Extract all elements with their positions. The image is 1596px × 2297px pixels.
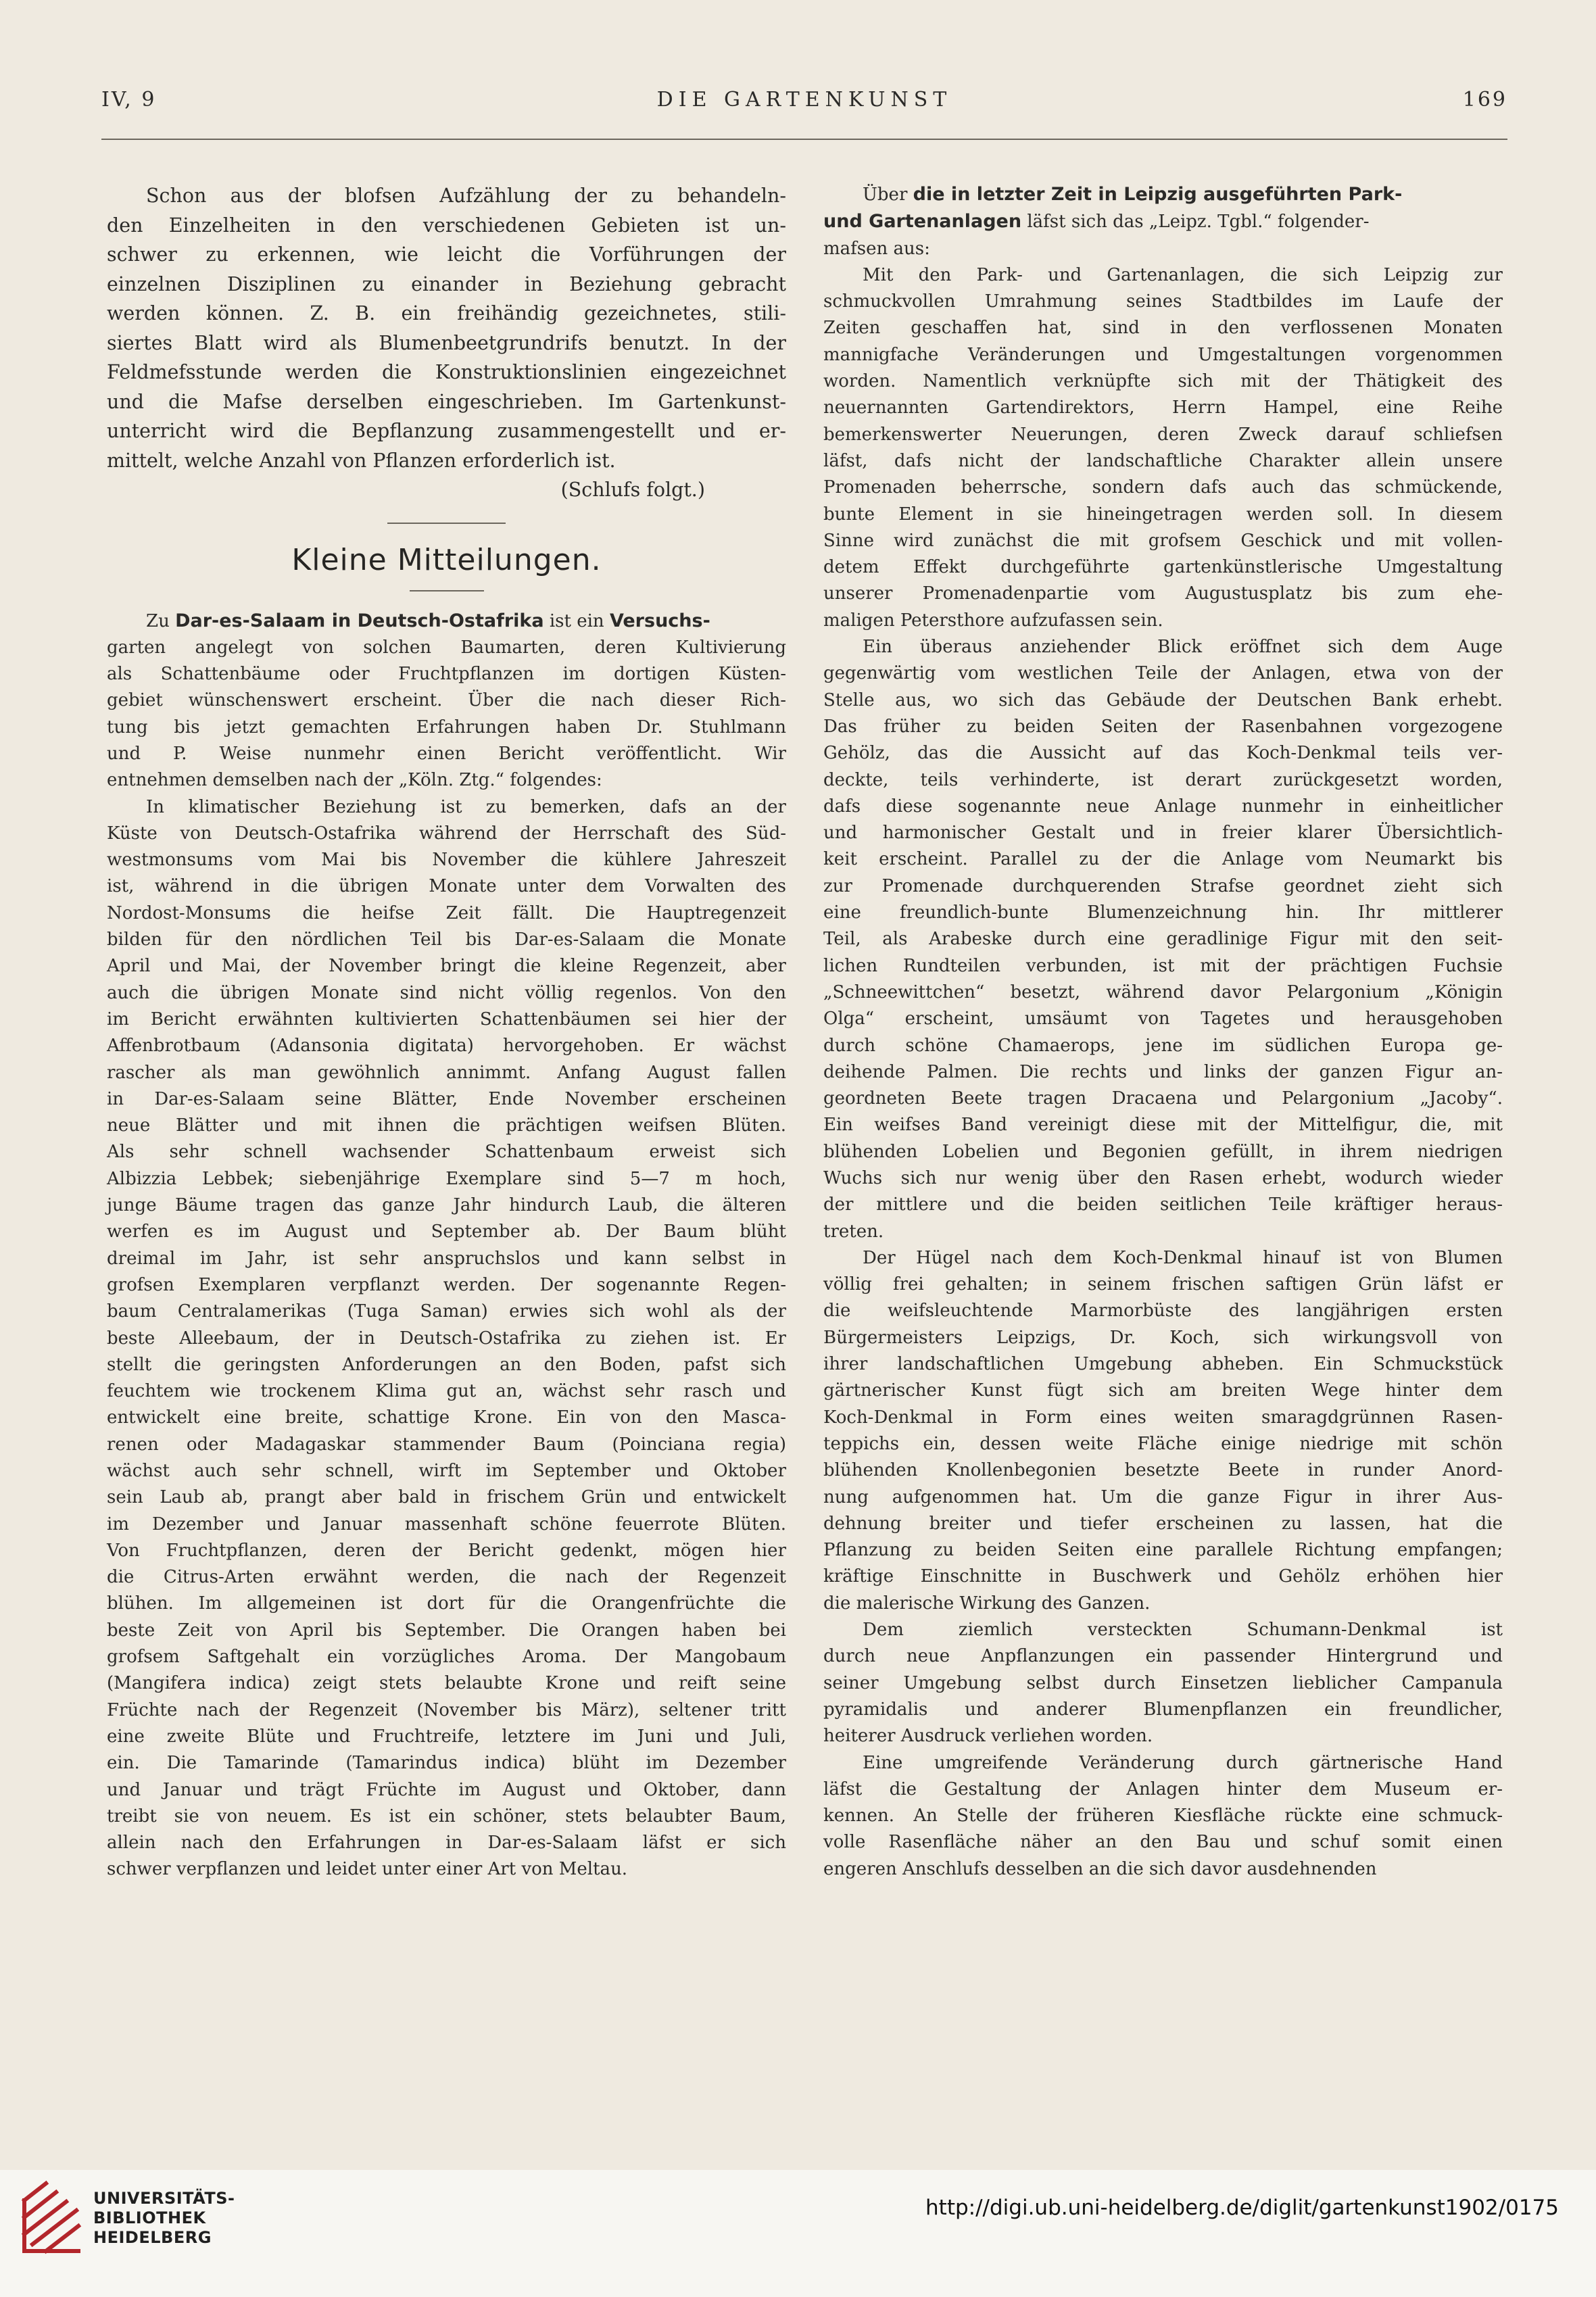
right-column [823,181,1503,1883]
text-line: werfen es im August und September ab. Der Baum blüht [107,1222,786,1242]
text-line: Der Hügel nach dem Koch-Denkmal hinauf ist von Blumen [863,1247,1503,1268]
text-line: Stelle aus, wo sich das Gebäude der Deutschen Bank erhebt. [823,690,1503,710]
text-line: Feldmefsstunde werden die Konstruktionslinien eingezeichnet [107,361,786,383]
library-line-2: BIBLIOTHEK [93,2208,206,2227]
text-line: In klimatischer Beziehung ist zu bemerken, dafs an der [146,796,786,817]
text-line: eine zweite Blüte und Fruchtreife, letztere im Juni und Juli, [107,1726,786,1747]
text-line: Als sehr schnell wachsender Schattenbaum erweist sich [107,1142,786,1163]
text-line: ihrer landschaftlichen Umgebung abheben. Ein Schmuckstück [823,1354,1503,1375]
text-line: Zeiten geschaffen hat, sind in den verflossenen Monaten [823,318,1503,339]
text-line: bilden für den nördlichen Teil bis Dar-es-Salaam die Monate [107,929,786,950]
library-line-3: HEIDELBERG [93,2228,212,2247]
text-line: dafs diese sogenannte neue Anlage nunmehr in einheitlicher [823,796,1503,817]
source-url-link[interactable]: http://digi.ub.uni-heidelberg.de/diglit/gartenkunst1902/0175 [925,2196,1559,2220]
text-line: durch schöne Chamaerops, jene im südlichen Europa ge- [823,1035,1503,1056]
text-line: den Einzelheiten in den verschiedenen Gebieten ist un- [107,214,786,237]
text-line: im Dezember und Januar massenhaft schöne feuerrote Blüten. [107,1514,786,1534]
header-rule [101,139,1507,140]
text-line: heiterer Ausdruck verliehen worden. [823,1726,1153,1747]
text-line: deckte, teils verhinderte, ist derart zurückgesetzt worden, [823,769,1503,790]
text-line: Bürgermeisters Leipzigs, Dr. Koch, sich wirkungsvoll von [823,1327,1503,1348]
text-line: baum Centralamerikas (Tuga Saman) erwies sich wohl als der [107,1301,786,1322]
text-line: lichen Rundteilen verbunden, ist mit der prächtigen Fuchsie [823,955,1503,976]
text-line: treten. [823,1221,884,1242]
intro-paragraph [107,181,786,475]
text-line: „Schneewittchen“ besetzt, während davor Pelargonium „Königin [823,982,1503,1002]
p3-body [823,634,1503,1245]
text-line: entwickelt eine breite, schattige Krone. Ein von den Masca- [107,1407,786,1428]
text-line: engeren Anschlufs desselben an die sich davor ausdehnenden [823,1858,1377,1879]
text-line: ist, während in die übrigen Monate unter dem Vorwalten des [107,876,786,897]
text-line: Ein überaus anziehender Blick eröffnet sich dem Auge [863,637,1503,658]
text-line: blühenden Lobelien und Begonien gefüllt, in ihrem niedrigen [823,1141,1503,1162]
text-line: beste Alleebaum, der in Deutsch-Ostafrika zu ziehen ist. Er [107,1328,786,1349]
text-line: junge Bäume tragen das ganze Jahr hindurch Laub, die älteren [107,1195,786,1216]
text-line: die Citrus-Arten erwähnt werden, die nach der Regenzeit [107,1567,786,1588]
text-line: Wuchs sich nur wenig über den Rasen erhebt, wodurch wieder [823,1167,1503,1188]
text-line: werden können. Z. B. ein freihändig gezeichnetes, stili- [107,302,786,324]
library-name [93,2189,235,2248]
text-line: neuernannten Gartendirektors, Herrn Hampel, eine Reihe [823,397,1503,418]
text-line: neue Blätter und mit ihnen die prächtigen weifsen Blüten. [107,1115,786,1136]
section-title: Kleine Mitteilungen. [291,542,602,577]
text-line: sein Laub ab, prangt aber bald in frischem Grün und entwickelt [107,1487,786,1508]
text-line: kennen. An Stelle der früheren Kiesfläche rückte eine schmuck- [823,1806,1503,1827]
text-line: tung bis jetzt gemachten Erfahrungen haben Dr. Stuhlmann [107,717,786,738]
text-line: zur Promenade durchquerenden Strafse geordnet zieht sich [823,875,1503,896]
page-number: 169 [1462,88,1507,112]
left-column [107,181,786,1883]
text-line: rascher als man gewöhnlich annimmt. Anfang August fallen [107,1062,786,1083]
text-line: westmonsums vom Mai bis November die kühlere Jahreszeit [107,850,786,871]
text-line: und Januar und trägt Früchte im August und Oktober, dann [107,1779,786,1800]
item1-body [107,635,786,794]
text-line: der mittlere und die beiden seitlichen Teile kräftiger heraus- [823,1194,1503,1215]
text-line: allein nach den Erfahrungen in Dar-es-Salaam läfst er sich [107,1833,786,1854]
text-line: dehnung breiter und tiefer erscheinen zu lassen, hat die [823,1513,1503,1534]
text-line: April und Mai, der November bringt die kleine Regenzeit, aber [107,956,786,977]
p6-body [823,1750,1503,1883]
text-line: grofsem Saftgehalt ein vorzügliches Aroma. Der Mangobaum [107,1647,786,1668]
text-line: stellt die geringsten Anforderungen an den Boden, pafst sich [107,1354,786,1375]
text-line: Ein weifses Band vereinigt diese mit der Mittelfigur, die, mit [823,1115,1503,1136]
text-line: grofsen Exemplaren verpflanzt werden. Der sogenannte Regen- [107,1274,786,1295]
text-line: mafsen aus: [823,238,930,259]
text-line: Das früher zu beiden Seiten der Rasenbahnen vorgezogene [823,716,1503,737]
text-line: und die Mafse derselben eingeschrieben. Im Gartenkunst- [107,390,786,413]
text-line: ein. Die Tamarinde (Tamarindus indica) blüht im Dezember [107,1753,786,1774]
text-line: dreimal im Jahr, ist sehr anspruchslos und kann selbst in [107,1248,786,1269]
text-line: gegenwärtig vom westlichen Teile der Anlagen, etwa von der [823,663,1503,684]
item1-place: Dar-es-Salaam in Deutsch-Ostafrika [175,610,544,631]
text-line: die malerische Wirkung des Ganzen. [823,1593,1151,1614]
text-line: schwer zu erkennen, wie leicht die Vorführungen der [107,243,786,266]
item1-first-line [107,608,786,635]
text-line: unserer Promenadenpartie vom Augustusplatz bis zum ehe- [823,583,1503,604]
text-line: maligen Petersthore aufzufassen sein. [823,610,1163,631]
text-line: läfst die Gestaltung der Anlagen hinter dem Museum er- [823,1779,1503,1799]
text-line: Mit den Park- und Gartenanlagen, die sich Leipzig zur [863,264,1503,285]
text-line: worden. Namentlich verknüpfte sich mit der Thätigkeit des [823,371,1503,392]
text-line: Teil, als Arabeske durch eine geradlinige Figur mit den seit- [823,929,1503,950]
text-line: feuchtem wie trockenem Klima gut an, wächst sehr rasch und [107,1381,786,1402]
text-line: Schon aus der blofsen Aufzählung der zu behandeln- [146,185,786,207]
text-line: Küste von Deutsch-Ostafrika während der Herrschaft des Süd- [107,823,786,844]
text-line: schmuckvollen Umrahmung seines Stadtbildes im Laufe der [823,291,1503,312]
text-line: Olga“ erscheint, umsäumt von Tagetes und herausgehoben [823,1009,1503,1030]
running-head [101,88,1507,128]
text-line: Eine umgreifende Veränderung durch gärtnerische Hand [863,1752,1503,1773]
text-line: mannigfache Veränderungen und Umgestaltungen vorgenommen [823,344,1503,365]
text-line: pyramidalis und anderer Blumenpflanzen ein freundlicher, [823,1699,1503,1720]
text-line: nung aufgenommen hat. Um die ganze Figur in ihrer Aus- [823,1486,1503,1507]
text-line: Koch-Denkmal in Form eines weiten smaragdgrünnen Rasen- [823,1407,1503,1428]
p2-body [823,262,1503,634]
text-line: Affenbrotbaum (Adansonia digitata) hervorgehoben. Er wächst [107,1036,786,1057]
footer-bar [0,2170,1596,2297]
p1-rest: läfst sich das „Leipz. Tgbl.“ folgender- [1021,212,1370,233]
text-line: detem Effekt durchgeführte gartenkünstlerische Umgestaltung [823,557,1503,578]
text-line: (Mangifera indica) zeigt stets belaubte Krone und reift seine [107,1673,786,1694]
text-line: geordneten Beete tragen Dracaena und Pelargonium „Jacoby“. [823,1088,1503,1109]
section-divider-small [410,590,484,591]
text-line: und harmonischer Gestalt und in freier klarer Übersichtlich- [823,823,1503,844]
text-line: Sinne wird zunächst die mit grofsem Geschick und mit vollen- [823,530,1503,551]
item1-mid: ist ein [543,610,610,631]
text-line: blühen. Im allgemeinen ist dort für die Orangenfrüchte die [107,1593,786,1614]
text-line: volle Rasenfläche näher an den Bau und schuf somit einen [823,1832,1503,1853]
text-line: in Dar-es-Salaam seine Blätter, Ende November erscheinen [107,1088,786,1109]
continuation-note: (Schlufs folgt.) [560,479,705,501]
text-line: unterricht wird die Bepflanzung zusammengestellt und er- [107,420,786,442]
text-line: läfst, dafs nicht der landschaftliche Charakter allein unsere [823,450,1503,471]
text-line: mittelt, welche Anzahl von Pflanzen erforderlich ist. [107,449,616,472]
journal-title: DIE GARTENKUNST [656,88,952,112]
news-item-dar-es-salaam [107,608,786,1883]
text-line: wächst auch sehr schnell, wirft im September und Oktober [107,1461,786,1481]
item2-body [107,794,786,1883]
text-line: schwer verpflanzen und leidet unter einer Art von Meltau. [107,1859,628,1880]
text-line: blühenden Knollenbegonien besetzte Beete in runder Anord- [823,1460,1503,1481]
p5-body [823,1617,1503,1749]
text-line: im Bericht erwähnten kultivierten Schattenbäumen sei hier der [107,1009,786,1030]
text-line: Promenaden beherrsche, sondern dafs auch das schmückende, [823,477,1503,498]
text-line: durch neue Anpflanzungen ein passender Hintergrund und [823,1646,1503,1667]
text-line: treibt sie von neuem. Es ist ein schöner, stets belaubter Baum, [107,1806,786,1827]
text-line: Pflanzung zu beiden Seiten eine parallele Richtung empfangen; [823,1540,1503,1561]
text-line: die weifsleuchtende Marmorbüste des langjährigen ersten [823,1301,1503,1322]
text-line: auch die übrigen Monate sind nicht völlig regenlos. Von den [107,982,786,1003]
section-divider [387,523,506,524]
p1-prefix: Über [863,185,913,205]
text-line: Gehölz, das die Aussicht auf das Koch-Denkmal teils ver- [823,743,1503,764]
text-line: garten angelegt von solchen Baumarten, deren Kultivierung [107,637,786,658]
text-line: teppichs ein, dessen weite Fläche einige niedrige mit schön [823,1433,1503,1454]
text-line: gebiet wünschenswert erscheint. Über die nach dieser Rich- [107,690,786,711]
text-line: kräftige Einschnitte in Buschwerk und Gehölz erhöhen hier [823,1566,1503,1587]
text-line: bunte Element in sie hineingetragen werden soll. In diesem [823,504,1503,525]
text-line: siertes Blatt wird als Blumenbeetgrundrifs benutzt. In der [107,331,786,354]
text-line: Albizzia Lebbek; siebenjährige Exemplare sind 5—7 m hoch, [107,1168,786,1189]
p4-body [823,1245,1503,1617]
text-line: Dem ziemlich versteckten Schumann-Denkmal ist [863,1620,1503,1641]
text-line: einzelnen Disziplinen zu einander in Beziehung gebracht [107,272,786,295]
text-line: völlig frei gehalten; in seinem frischen saftigen Grün läfst er [823,1274,1503,1295]
text-line: Früchte nach der Regenzeit (November bis März), seltener tritt [107,1699,786,1720]
p1-first-line [823,181,1503,208]
text-line: Nordost-Monsums die heifse Zeit fällt. Die Hauptregenzeit [107,902,786,923]
text-line: gärtnerischer Kunst fügt sich am breiten Wege hinter dem [823,1380,1503,1401]
text-line: und P. Weise nunmehr einen Bericht veröffentlicht. Wir [107,743,786,764]
p1-body [823,236,1503,262]
text-line: eine freundlich-bunte Blumenzeichnung hin. Ihr mittlerer [823,902,1503,923]
item1-garden: Versuchs- [609,610,710,631]
p1-heading-2: und Gartenanlagen [823,211,1022,233]
library-line-1: UNIVERSITÄTS- [93,2189,235,2208]
text-line: als Schattenbäume oder Fruchtpflanzen im dortigen Küsten- [107,664,786,685]
text-line: entnehmen demselben nach der „Köln. Ztg.“ folgendes: [107,770,602,791]
university-library-logo [19,2180,83,2265]
text-line: bemerkenswerter Neuerungen, deren Zweck darauf schliefsen [823,424,1503,445]
volume-number: IV, 9 [101,88,157,112]
text-line: deihende Palmen. Die rechts und links der ganzen Figur an- [823,1061,1503,1082]
item1-prefix: Zu [146,610,176,631]
text-line: renen oder Madagaskar stammender Baum (Poinciana regia) [107,1434,786,1455]
p1-heading: die in letzter Zeit in Leipzig ausgeführten Park- [913,184,1403,205]
text-line: beste Zeit von April bis September. Die Orangen haben bei [107,1620,786,1641]
text-line: Von Fruchtpflanzen, deren der Bericht gedenkt, mögen hier [107,1540,786,1561]
p1-second-line [823,208,1503,235]
text-line: seiner Umgebung selbst durch Einsetzen lieblicher Campanula [823,1672,1503,1693]
text-line: keit erscheint. Parallel zu der die Anlage vom Neumarkt bis [823,849,1503,870]
